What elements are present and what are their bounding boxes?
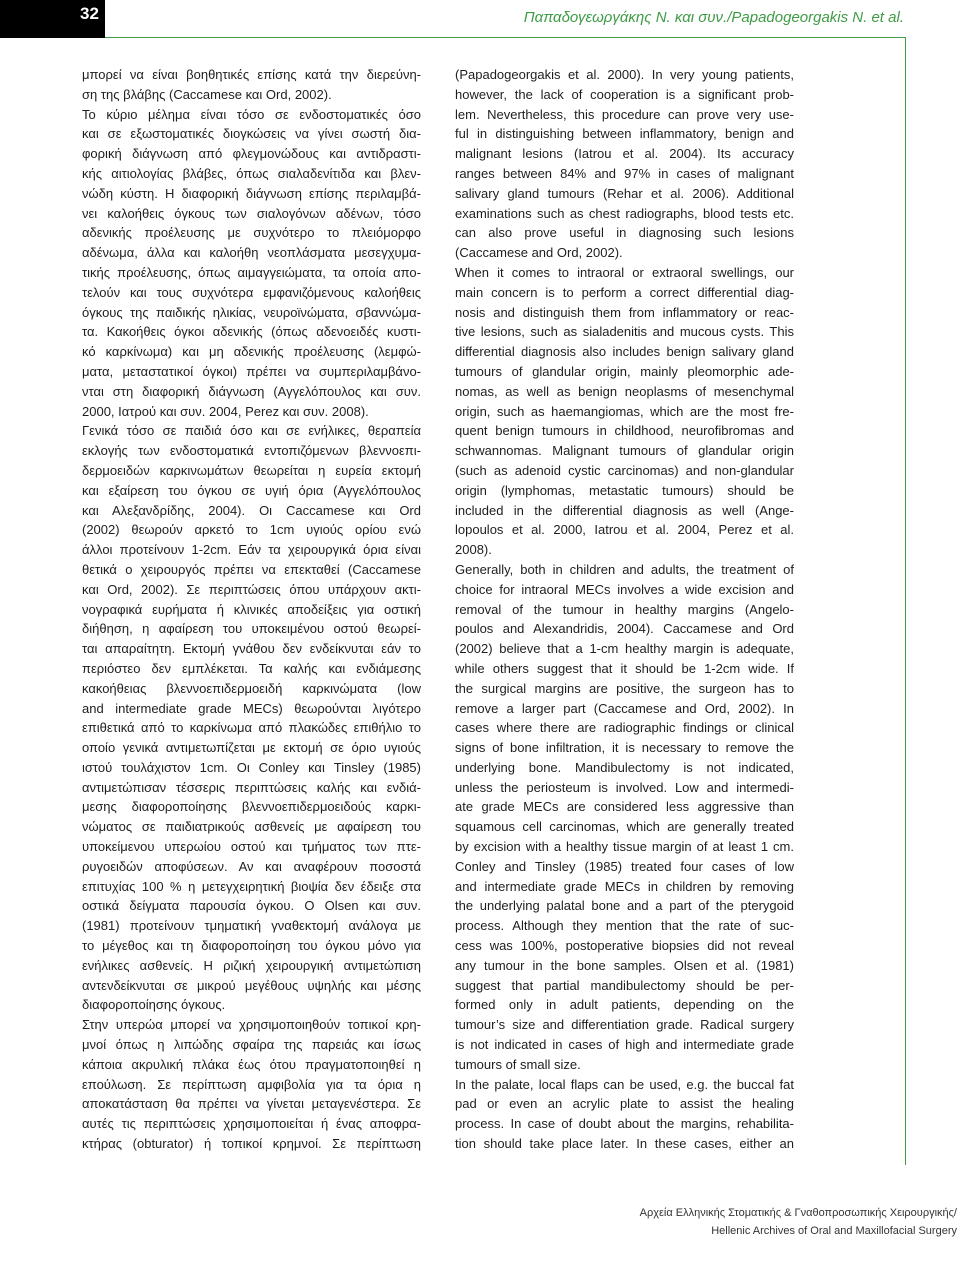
text-line: οποίο γενικά αντιμετωπίζεται με εκτομή σε όριο υγιούς (82, 740, 421, 756)
text-line: (Caccamese and Ord, 2002). (455, 245, 623, 261)
text-line: and intermediate grade MECs in children by removing (455, 878, 794, 894)
text-line: αντενδείκνυται σε μικρού μεγέθους υψηλής και μέσης (82, 977, 421, 993)
text-line: is not indicated in cases of high and intermediate grade (455, 1037, 794, 1053)
text-line: the surgical margins are positive, the surgeon has to (455, 680, 794, 696)
text-line: αποκατάσταση θα πρέπει να γίνεται μεταγενέστερα. Σε (82, 1096, 421, 1112)
running-header: Παπαδογεωργάκης Ν. και συν./Papadogeorgakis N. et al. (523, 9, 904, 26)
text-line: μεσης διαφοροποίησης βλεννοεπιδερμοειδούς καρκι- (82, 799, 421, 815)
text-line: (such as adenoid cystic carcinomas) and non-glandular (455, 462, 794, 478)
text-line: while others suggest that it should be 1-2cm wide. If (455, 660, 794, 676)
text-line: ful in distinguishing between inflammatory, benign and (455, 126, 794, 142)
header-rule (105, 37, 906, 38)
text-line: cases where there are radiographic findings or clinical (455, 720, 794, 736)
text-line: lem. Nevertheless, this procedure can prove very use- (455, 106, 794, 122)
text-line: περιόστεο δεν εμπλέκεται. Τα καλής και ενδιάμεσης (82, 660, 421, 676)
text-line: ranges between 84% and 97% in cases of malignant (455, 165, 794, 181)
text-line: tumours of small size. (455, 1056, 581, 1072)
text-line: can also prove useful in diagnosing such lesions (455, 225, 794, 241)
text-line: (2002) believe that a 1-cm healthy margin is adequate, (455, 641, 794, 657)
text-line: (Papadogeorgakis et al. 2000). In very young patients, (455, 67, 794, 82)
text-line: τελούν και τους συχνότερα εμφανιζόμενους καλοήθεις (82, 284, 421, 300)
text-line: main concern is to perform a correct differential diag- (455, 284, 794, 300)
text-line: schwannomas. Malignant tumours of glandular origin (455, 443, 794, 459)
text-line: αντιμετώπισαν τέσσερις περιπτώσεις καλής και ενδιά- (82, 779, 421, 795)
text-line: (1981) προτείνουν τμηματική γναθεκτομή ανάλογα με (82, 918, 421, 934)
text-line: ate grade MECs are considered less aggressive than (455, 799, 794, 815)
text-line: remove a larger part (Caccamese and Ord, 2002). In (455, 700, 794, 716)
text-line: process. Although they mention that the rate of suc- (455, 918, 794, 934)
text-line: 2000, Ιατρού και συν. 2004, Perez και συν. 2008). (82, 403, 369, 419)
text-line: tumours of glandular origin, mainly pleomorphic ade- (455, 363, 794, 379)
text-line: οστικά δείγματα παρουσία όγκου. Ο Olsen και συν. (82, 898, 421, 914)
text-line: επούλωση. Σε περίπτωση αμφιβολία για τα όρια η (82, 1076, 421, 1092)
text-line: το μέγεθος και τη διαφοροποίηση του όγκου μόνο για (82, 938, 421, 954)
text-line: process. In case of doubt about the margins, rehabilita- (455, 1116, 794, 1132)
page-number-box (0, 0, 105, 38)
text-line: squamous cell carcinomas, which are generally treated (455, 819, 794, 835)
text-line: νώματος σε παιδιατρικούς ασθενείς με αφαίρεση του (82, 819, 421, 835)
text-line: διήθηση, η αφαίρεση του υποκειμένου οστού θεωρεί- (82, 621, 421, 637)
text-line: φορική διάγνωση από φλεγμονώδους και αντιδραστι- (82, 146, 421, 162)
text-line: επιθετικά από το καρκίνωμα από πλακώδες επιθήλιο το (82, 720, 421, 736)
text-line: however, the lack of cooperation is a significant prob- (455, 86, 794, 102)
text-line: αυτές τις περιπτώσεις χρησιμοποιείται ή ένας αποφρα- (82, 1116, 421, 1132)
text-line: ρυγοειδών αποφύσεων. Αν και αναφέρουν ποσοστά (82, 858, 421, 874)
text-line: examinations such as chest radiographs, blood tests etc. (455, 205, 794, 221)
text-line: Conley and Tinsley (1985) treated four cases of low (455, 858, 794, 874)
text-line: όγκους της παιδικής ηλικίας, νευροϊνώματα, σβαννώμα- (82, 304, 421, 320)
text-line: κακοήθειας βλεννοεπιδερμοειδή καρκινώματα (low (82, 680, 421, 696)
text-line: Generally, both in children and adults, the treatment of (455, 561, 794, 577)
paragraph (455, 1075, 794, 1154)
text-line: suggest that partial mandibulectomy should be per- (455, 977, 794, 993)
text-line: signs of bone infiltration, it is necessary to remove the (455, 740, 794, 756)
text-line: quent benign tumours in childhood, neurofibromas and (455, 423, 794, 439)
text-line: μπορεί να είναι βοηθητικές επίσης κατά την διερεύνη- (82, 67, 421, 82)
text-line: pad or even an acrylic plate to assist the healing (455, 1096, 794, 1112)
footer-journal-greek: Αρχεία Ελληνικής Στοματικής & Γναθοπροσωπικής Χειρουργικής/ (639, 1207, 957, 1219)
text-line: ματα, μεταστατικοί όγκοι) πρέπει να συμπεριλαμβάνο- (82, 363, 421, 379)
paragraph (82, 421, 421, 1015)
paragraph (455, 560, 794, 1075)
text-line: nosis and distinguish them from inflammatory or reac- (455, 304, 794, 320)
text-line: νει καλοήθεις όγκους των σιαλογόνων αδένων, τόσο (82, 205, 421, 221)
text-line: origin, such as haemangiomas, which are the most fre- (455, 403, 794, 419)
text-line: Γενικά τόσο σε παιδιά όσο και σε ενήλικες, θεραπεία (82, 423, 421, 439)
text-line: underlying bone. Mandibulectomy is not indicated, (455, 759, 794, 775)
footer-journal-english: Hellenic Archives of Oral and Maxillofacial Surgery (711, 1225, 957, 1237)
text-line: choice for intraoral MECs involves a wide excision and (455, 581, 794, 597)
text-line: και Αλεξανδρίδης, 2004). Οι Caccamese και Ord (82, 502, 421, 518)
text-line: ται απαραίτητη. Εκτομή γνάθου δεν ενδείκνυται εάν το (82, 641, 421, 657)
paragraph (82, 105, 421, 422)
text-line: και σε εξωστοματικές διογκώσεις να γίνει σωστή δια- (82, 126, 421, 142)
text-line: νογραφικά ευρήματα ή κλινικές αποδείξεις για οστική (82, 601, 421, 617)
text-line: ση της βλάβης (Caccamese και Ord, 2002). (82, 86, 332, 102)
paragraph (455, 263, 794, 560)
text-line: νώδη κύστη. Η διαφορική διάγνωση επίσης περιλαμβά- (82, 185, 421, 201)
text-line: υποκείμενου υπερωίου οστού και τμήματος των πτε- (82, 839, 421, 855)
text-line: cess was 100%, postoperative biopsies did not reveal (455, 938, 794, 954)
text-line: differential diagnosis also includes benign salivary gland (455, 344, 794, 360)
text-line: nomas, as well as benign neoplasms of mesenchymal (455, 383, 794, 399)
text-line: κάποια ακρυλική πλάκα έως ότου πραγματοποιηθεί η (82, 1056, 421, 1072)
text-line: τικής προέλευσης, όπως αιμαγγειώματα, τα οποία απο- (82, 264, 421, 280)
text-line: included in the differential diagnosis as well (Ange- (455, 502, 794, 518)
text-line: malignant lesions (Iatrou et al. 2004). Its accuracy (455, 146, 794, 162)
text-line: Το κύριο μέλημα είναι τόσο σε ενδοστοματικές όσο (82, 106, 421, 122)
text-line: In the palate, local flaps can be used, e.g. the buccal fat (455, 1076, 794, 1092)
text-line: removal of the tumour in healthy margins (Angelo- (455, 601, 794, 617)
text-line: και Ord, 2002). Σε περιπτώσεις όπου υπάρχουν ακτι- (82, 581, 421, 597)
paragraph (455, 65, 794, 263)
text-line: tumour’s size and differentiation grade. Radical surgery (455, 1017, 794, 1033)
text-line: poulos and Alexandridis, 2004). Caccamese and Ord (455, 621, 794, 637)
text-line: and intermediate grade MECs) θεωρούνται λιγότερο (82, 700, 421, 716)
text-line: εκλογής των ενδοστοματικά εντοπιζόμενων βλεννοεπι- (82, 443, 421, 459)
text-line: When it comes to intraoral or extraoral swellings, our (455, 264, 794, 280)
text-line: και εξαίρεση του όγκου σε υγιή όρια (Αγγελόπουλος (82, 482, 421, 498)
text-line: Στην υπερώα μπορεί να χρησιμοποιηθούν τοπικοί κρη- (82, 1017, 421, 1033)
text-line: θετικά ο χειρουργός πρέπει να επεκταθεί (Caccamese (82, 561, 421, 577)
text-line: the underlying palatal bone and a part of the pterygoid (455, 898, 794, 914)
text-line: κτήρας (obturator) ή τοπικοί κρημνοί. Σε περίπτωση (82, 1136, 421, 1152)
text-line: 2008). (455, 542, 492, 558)
page-number: 32 (80, 4, 99, 23)
text-line: by excision with a healthy tissue margin of at least 1 cm. (455, 839, 794, 855)
text-line: ενήλικες ασθενείς. Η ριζική χειρουργική αντιμετώπιση (82, 957, 421, 973)
text-line: επιτυχίας 100 % η μετεγχειρητική βιοψία δεν έδειξε στα (82, 878, 421, 894)
text-line: tion should take place later. In these cases, either an (455, 1136, 794, 1152)
right-text-column (455, 65, 794, 1154)
text-line: (2002) θεωρούν αρκετό το 1cm υγιούς ορίου ενώ (82, 522, 421, 538)
text-line: νται στη διαφορική διάγνωση (Αγγελόπουλος και συν. (82, 383, 421, 399)
text-line: ιστού τουλάχιστον 1cm. Οι Conley και Tinsley (1985) (82, 759, 421, 775)
text-line: κής αιτιολογίας βλάβες, όπως σιαλαδενίτιδα και βλεν- (82, 165, 421, 181)
text-line: any tumour in the bone samples. Olsen et al. (1981) (455, 957, 794, 973)
text-line: lopoulos et al. 2000, Iatrou et al. 2004, Perez et al. (455, 522, 794, 538)
text-line: formed only in adult patients, depending on the (455, 997, 794, 1013)
text-line: salivary gland tumours (Rehar et al. 2006). Additional (455, 185, 794, 201)
column-rule (905, 37, 906, 1165)
text-line: tive lesions, such as sialadenitis and mucous cysts. This (455, 324, 794, 340)
left-text-column (82, 65, 421, 1154)
text-line: αδένωμα, άλλα και καλοήθη νεοπλάσματα μεσεγχυμα- (82, 245, 421, 261)
text-line: unless the periosteum is involved. Low and intermedi- (455, 779, 794, 795)
text-line: διαφοροποίησης όγκους. (82, 997, 226, 1013)
text-line: origin (lymphomas, metastatic tumours) should be (455, 482, 794, 498)
text-line: μνοί όπως η λιπώδης σφαίρα της παρειάς και ίσως (82, 1037, 421, 1053)
paragraph (82, 65, 421, 105)
text-line: αδενικής προέλευσης με συχνότερο το πλειόμορφο (82, 225, 421, 241)
paragraph (82, 1015, 421, 1154)
text-line: δερμοειδών καρκινωμάτων θεωρείται η ευρεία εκτομή (82, 462, 421, 478)
text-line: τα. Κακοήθεις όγκοι αδενικής (όπως αδενοειδές κυστι- (82, 324, 421, 340)
text-line: κό καρκίνωμα) και μη αδενικής προέλευσης (λεμφώ- (82, 344, 421, 360)
text-line: άλλοι προτείνουν 1-2cm. Εάν τα χειρουργικά όρια είναι (82, 542, 421, 558)
